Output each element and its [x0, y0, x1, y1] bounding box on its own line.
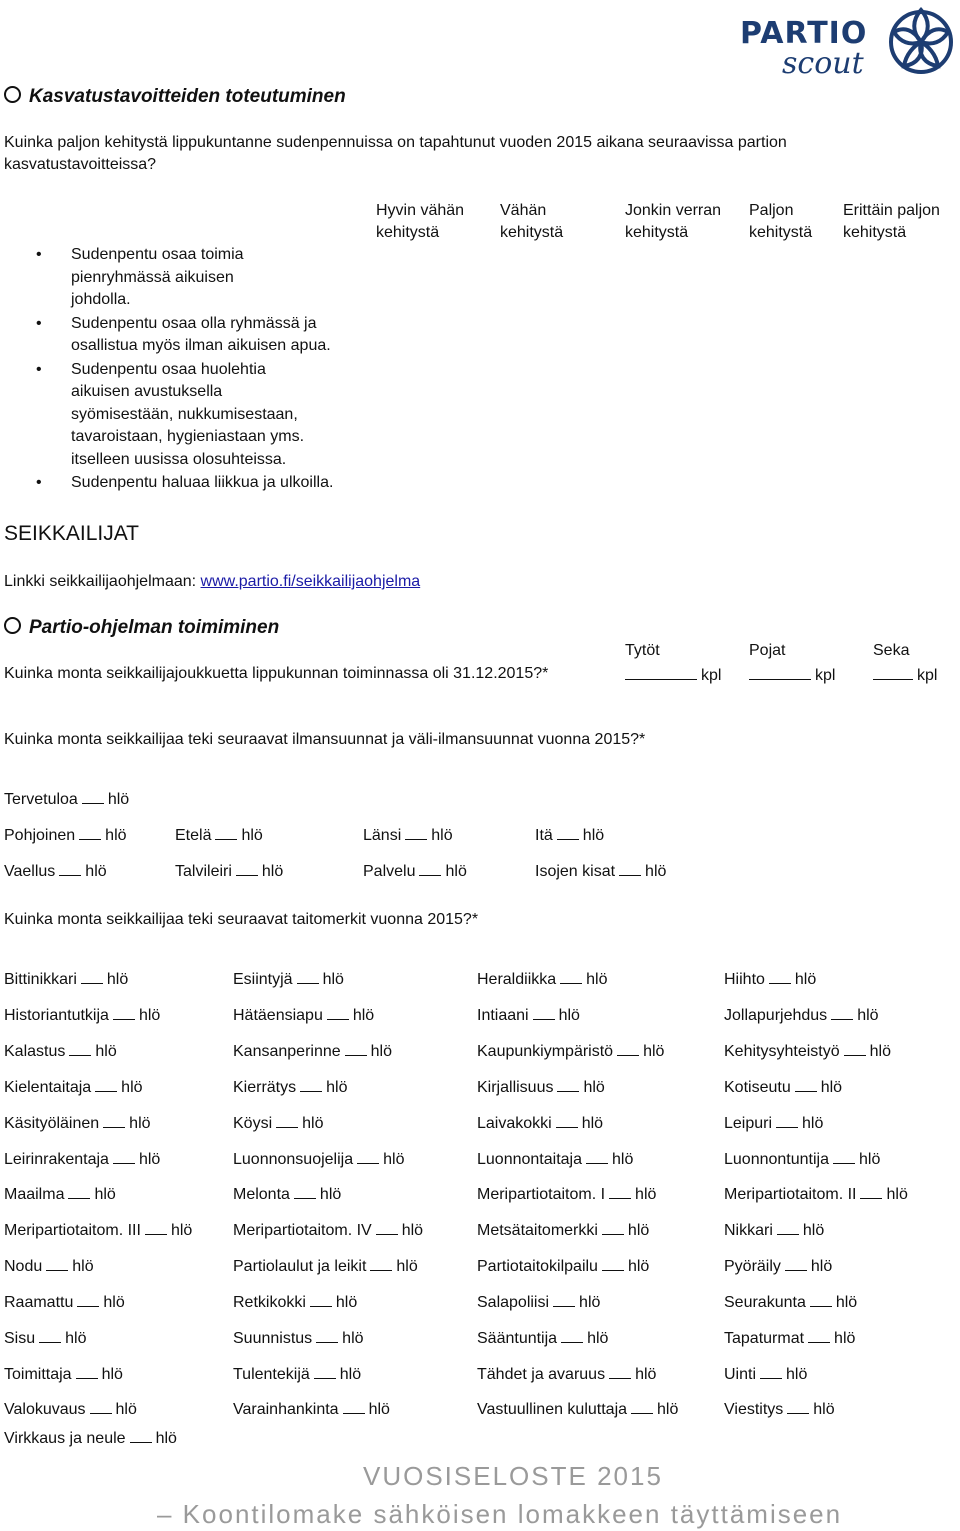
badge-label: Luonnontuntija — [724, 1151, 829, 1168]
badge-count-blank[interactable] — [357, 1149, 379, 1164]
badge-field[interactable] — [724, 1292, 857, 1312]
unit-label: hlö — [558, 1007, 580, 1024]
badge-count-blank[interactable] — [300, 1077, 322, 1092]
scout-emblem-icon — [884, 2, 958, 88]
unit-label: hlö — [869, 1043, 891, 1060]
badge-label: Raamattu — [4, 1294, 74, 1311]
unit-label: hlö — [302, 1115, 324, 1132]
badge-count-blank[interactable] — [602, 1256, 624, 1271]
unit-label: hlö — [396, 1258, 418, 1275]
badge-count-blank[interactable] — [314, 1364, 336, 1379]
badge-label: Nikkari — [724, 1222, 773, 1239]
badge-label: Partiotaitokilpailu — [477, 1258, 598, 1275]
badge-field[interactable] — [724, 1184, 908, 1204]
unit-label: hlö — [583, 1079, 605, 1096]
scale-header-5: Erittäin paljon kehitystä — [843, 202, 940, 241]
question-text: Kuinka paljon kehitystä lippukuntanne sudenpennuissa on tapahtunut vuoden 2015 aikana seuraavissa partion — [4, 134, 787, 151]
badge-field[interactable] — [4, 1292, 125, 1312]
badge-field[interactable] — [477, 1364, 656, 1384]
unit-label: hlö — [339, 1366, 362, 1383]
unit-label: hlö — [802, 1222, 825, 1239]
badge-field[interactable] — [233, 1364, 361, 1384]
badge-count-blank[interactable] — [103, 1113, 125, 1128]
badge-field[interactable] — [4, 1113, 151, 1133]
badge-label: Suunnistus — [233, 1330, 313, 1347]
badge-count-blank[interactable] — [113, 1149, 135, 1164]
direction-field[interactable]: Pohjoinen hlö — [4, 827, 127, 844]
badge-field[interactable] — [233, 1077, 347, 1097]
unit-label: hlö — [886, 1186, 908, 1203]
badge-label: Köysi — [233, 1115, 273, 1132]
badge-field[interactable] — [724, 1041, 891, 1061]
badge-label: Kehitysyhteistyö — [724, 1043, 840, 1060]
badge-count-blank[interactable] — [77, 1292, 99, 1307]
badge-count-blank[interactable] — [276, 1113, 298, 1128]
badge-count-blank[interactable] — [343, 1399, 365, 1414]
unit-label: hlö — [383, 1151, 405, 1168]
badge-label: Jollapurjehdus — [724, 1007, 828, 1024]
badge-field[interactable] — [724, 969, 816, 989]
list-item: • Sudenpentu osaa olla ryhmässä ja osallistua myös ilman aikuisen apua. — [36, 313, 341, 358]
badge-count-blank[interactable] — [76, 1364, 98, 1379]
direction-field[interactable]: Etelä hlö — [175, 827, 263, 844]
badge-label: Viestitys — [724, 1401, 784, 1418]
badge-count-blank[interactable] — [631, 1399, 653, 1414]
badge-count-blank[interactable] — [69, 1041, 91, 1056]
direction-field[interactable]: Isojen kisat hlö — [535, 863, 667, 880]
badge-count-blank[interactable] — [795, 1077, 817, 1092]
badge-field[interactable] — [724, 1220, 824, 1240]
badge-field[interactable] — [4, 969, 128, 989]
badge-label: Salapoliisi — [477, 1294, 550, 1311]
badge-field[interactable] — [477, 1292, 600, 1312]
unit-label: hlö — [627, 1222, 650, 1239]
directions-question: Kuinka monta seikkailijaa teki seuraavat ilmansuunnat ja väli-ilmansuunnat vuonna 2015?* — [4, 731, 646, 748]
scale-header-2: Vähän kehitystä — [500, 202, 564, 241]
badge-label: Valokuvaus — [4, 1401, 86, 1418]
badge-count-blank[interactable] — [68, 1184, 90, 1199]
group-type-girls: Tytöt — [625, 642, 660, 659]
badge-label: Luonnonsuojelija — [233, 1151, 354, 1168]
badge-label: Leipuri — [724, 1115, 773, 1132]
direction-field[interactable]: Palvelu hlö — [363, 863, 467, 880]
girls-count-field[interactable]: kpl — [625, 665, 721, 685]
unit-label: hlö — [95, 1043, 117, 1060]
badge-count-blank[interactable] — [46, 1256, 68, 1271]
badge-field[interactable] — [233, 1256, 418, 1276]
badge-field[interactable] — [724, 1113, 823, 1133]
badge-label: Kalastus — [4, 1043, 66, 1060]
unit-label: hlö — [106, 971, 129, 988]
unit-label: hlö — [857, 1007, 879, 1024]
badge-field[interactable] — [724, 1077, 842, 1097]
badge-count-blank[interactable] — [787, 1399, 809, 1414]
badge-count-blank[interactable] — [860, 1184, 882, 1199]
unit-label: hlö — [657, 1401, 679, 1418]
badge-field[interactable] — [233, 969, 344, 989]
badge-label: Vastuullinen kuluttaja — [477, 1401, 628, 1418]
goals-list — [36, 244, 376, 496]
badge-field[interactable] — [4, 1256, 94, 1276]
badge-field[interactable] — [233, 1184, 341, 1204]
unit-label: hlö — [820, 1079, 843, 1096]
unit-label: hlö — [370, 1043, 392, 1060]
badge-field[interactable] — [4, 1364, 123, 1384]
badge-count-blank[interactable] — [39, 1328, 61, 1343]
unit-label: hlö — [101, 1366, 123, 1383]
direction-field[interactable]: Vaellus hlö — [4, 863, 107, 880]
badge-field[interactable] — [477, 969, 608, 989]
badge-label: Seurakunta — [724, 1294, 806, 1311]
badge-count-blank[interactable] — [370, 1256, 392, 1271]
direction-field[interactable]: Länsi hlö — [363, 827, 453, 844]
badge-field[interactable] — [477, 1041, 664, 1061]
badge-count-blank[interactable] — [556, 1113, 578, 1128]
boys-count-field[interactable]: kpl — [749, 665, 835, 685]
badge-label: Partiolaulut ja leikit — [233, 1258, 367, 1275]
badge-field[interactable] — [477, 1184, 656, 1204]
badge-count-blank[interactable] — [376, 1220, 398, 1235]
badge-label: Varainhankinta — [233, 1401, 339, 1418]
badge-count-blank[interactable] — [345, 1041, 367, 1056]
badge-label: Meripartiotaitom. II — [724, 1186, 857, 1203]
badge-label: Kielentaitaja — [4, 1079, 92, 1096]
badge-label: Sisu — [4, 1330, 36, 1347]
badge-label: Metsätaitomerkki — [477, 1222, 598, 1239]
badge-count-blank[interactable] — [113, 1005, 135, 1020]
badge-field[interactable] — [4, 1399, 137, 1419]
footer-subtitle: – Koontilomake sähköisen lomakkeen täyttämiseen — [157, 1499, 843, 1529]
unit-label: hlö — [170, 1222, 193, 1239]
section-title-kasvatustavoitteet: Kasvatustavoitteiden toteutuminen — [4, 86, 346, 108]
badge-field[interactable] — [724, 1149, 880, 1169]
footer-title: VUOSISELOSTE 2015 — [363, 1461, 663, 1491]
badge-label: Uinti — [724, 1366, 757, 1383]
program-link-row: Linkki seikkailijaohjelmaan: www.partio.fi/seikkailijaohjelma — [4, 573, 421, 590]
badge-count-blank[interactable] — [533, 1005, 555, 1020]
badge-field[interactable] — [233, 1149, 404, 1169]
badge-count-blank[interactable] — [327, 1005, 349, 1020]
unit-label: hlö — [94, 1186, 116, 1203]
badge-count-blank[interactable] — [810, 1292, 832, 1307]
badge-field[interactable] — [4, 1077, 143, 1097]
badge-count-blank[interactable] — [145, 1220, 167, 1235]
badge-count-blank[interactable] — [777, 1220, 799, 1235]
badge-field[interactable] — [4, 1005, 160, 1025]
list-item: • Sudenpentu osaa huolehtia aikuisen avustuksella syömisestään, nukkumisestaan, tavaroistaan, hygieniastaan yms. itselleen uusissa olosuhteissa. — [36, 359, 321, 472]
unit-label: hlö — [813, 1401, 835, 1418]
unit-label: hlö — [72, 1258, 94, 1275]
badge-count-blank[interactable] — [95, 1077, 117, 1092]
groups-question: Kuinka monta seikkailijajoukkuetta lippukunnan toiminnassa oli 31.12.2015?* — [4, 665, 549, 682]
badge-count-blank[interactable] — [602, 1220, 624, 1235]
badge-label: Meripartiotaitom. III — [4, 1222, 141, 1239]
badge-count-blank[interactable] — [617, 1041, 639, 1056]
logo-text-partio: PARTIO — [740, 16, 868, 51]
unit-label: hlö — [835, 1294, 858, 1311]
badge-label: Hiihto — [724, 971, 765, 988]
badge-label: Historiantutkija — [4, 1007, 109, 1024]
badge-count-blank[interactable] — [776, 1113, 798, 1128]
badges-question: Kuinka monta seikkailijaa teki seuraavat taitomerkit vuonna 2015?* — [4, 911, 479, 928]
badge-count-blank[interactable] — [310, 1292, 332, 1307]
direction-field[interactable]: Talvileiri hlö — [175, 863, 284, 880]
badge-count-blank[interactable] — [844, 1041, 866, 1056]
badge-field[interactable] — [477, 1399, 678, 1419]
badge-count-blank[interactable] — [557, 1077, 579, 1092]
unit-label: hlö — [611, 1151, 634, 1168]
badge-label: Nodu — [4, 1258, 43, 1275]
badge-count-blank[interactable] — [808, 1328, 830, 1343]
unit-label: hlö — [810, 1258, 833, 1275]
question-text-cont: kasvatustavoitteissa? — [4, 156, 157, 173]
list-item: • Sudenpentu haluaa liikkua ja ulkoilla. — [36, 472, 391, 495]
unit-label: hlö — [587, 1330, 609, 1347]
unit-label: hlö — [326, 1079, 348, 1096]
heading-seikkailijat: SEIKKAILIJAT — [4, 522, 139, 545]
badge-count-blank[interactable] — [561, 1328, 583, 1343]
badge-count-blank[interactable] — [81, 969, 103, 984]
badge-label: Heraldiikka — [477, 971, 557, 988]
badge-label: Toimittaja — [4, 1366, 72, 1383]
unit-label: hlö — [155, 1430, 177, 1447]
unit-label: hlö — [834, 1330, 856, 1347]
badge-field[interactable] — [477, 1328, 608, 1348]
badge-label: Pyöräily — [724, 1258, 781, 1275]
unit-label: hlö — [635, 1186, 657, 1203]
direction-field[interactable]: Itä hlö — [535, 827, 605, 844]
badge-count-blank[interactable] — [785, 1256, 807, 1271]
badge-count-blank[interactable] — [297, 969, 319, 984]
badge-field[interactable] — [724, 1256, 832, 1276]
badge-label: Meripartiotaitom. I — [477, 1186, 606, 1203]
badge-count-blank[interactable] — [316, 1328, 338, 1343]
unit-label: hlö — [635, 1366, 657, 1383]
unit-label: hlö — [802, 1115, 824, 1132]
badge-count-blank[interactable] — [769, 969, 791, 984]
mixed-count-field[interactable]: kpl — [873, 665, 937, 685]
badge-field[interactable] — [477, 1005, 580, 1025]
unit-label: hlö — [335, 1294, 358, 1311]
badge-count-blank[interactable] — [560, 969, 582, 984]
badge-count-blank[interactable] — [90, 1399, 112, 1414]
unit-label: hlö — [121, 1079, 143, 1096]
badge-label: Tähdet ja avaruus — [477, 1366, 606, 1383]
badge-count-blank[interactable] — [760, 1364, 782, 1379]
badge-label: Luonnontaitaja — [477, 1151, 582, 1168]
badge-field[interactable] — [724, 1328, 855, 1348]
badge-count-blank[interactable] — [586, 1149, 608, 1164]
group-type-mixed: Seka — [873, 642, 910, 659]
unit-label: hlö — [129, 1115, 151, 1132]
badge-field[interactable] — [233, 1005, 374, 1025]
badge-label: Maailma — [4, 1186, 65, 1203]
badge-count-blank[interactable] — [553, 1292, 575, 1307]
badge-label: Kirjallisuus — [477, 1079, 554, 1096]
unit-label: hlö — [103, 1294, 125, 1311]
badge-field[interactable] — [477, 1256, 649, 1276]
unit-label: hlö — [643, 1043, 665, 1060]
unit-label: hlö — [581, 1115, 604, 1132]
badge-field[interactable] — [724, 1005, 879, 1025]
badge-count-blank[interactable] — [831, 1005, 853, 1020]
badge-label: Melonta — [233, 1186, 290, 1203]
radio-circle-icon — [4, 86, 21, 103]
badge-label: Kaupunkiympäristö — [477, 1043, 614, 1060]
badge-field[interactable] — [724, 1364, 807, 1384]
badge-field[interactable] — [233, 1292, 357, 1312]
unit-label: hlö — [858, 1151, 881, 1168]
program-link[interactable]: www.partio.fi/seikkailijaohjelma — [200, 573, 421, 590]
unit-label: hlö — [368, 1401, 390, 1418]
logo-text-scout: scout — [782, 46, 864, 81]
badge-label: Virkkaus ja neule — [4, 1430, 126, 1447]
badge-field[interactable] — [233, 1220, 423, 1240]
unit-label: hlö — [115, 1401, 137, 1418]
badge-field[interactable] — [233, 1328, 364, 1348]
badge-label: Kierrätys — [233, 1079, 297, 1096]
badge-field[interactable] — [477, 1077, 605, 1097]
radio-circle-icon — [4, 617, 21, 634]
scale-header-4: Paljon kehitystä — [749, 202, 813, 241]
unit-label: hlö — [586, 971, 608, 988]
badge-label: Sääntuntija — [477, 1330, 558, 1347]
group-type-boys: Pojat — [749, 642, 786, 659]
badge-label: Retkikokki — [233, 1294, 306, 1311]
badge-field[interactable] — [4, 1041, 117, 1061]
badge-field[interactable] — [4, 1149, 160, 1169]
badge-label: Esiintyjä — [233, 971, 293, 988]
badge-field[interactable] — [233, 1399, 390, 1419]
unit-label: hlö — [401, 1222, 424, 1239]
scale-header-3: Jonkin verran kehitystä — [625, 202, 722, 241]
badge-field[interactable] — [4, 1428, 177, 1448]
badge-label: Kansanperinne — [233, 1043, 341, 1060]
badge-label: Tulentekijä — [233, 1366, 310, 1383]
badge-label: Bittinikkari — [4, 971, 77, 988]
unit-label: hlö — [319, 1186, 342, 1203]
badge-label: Käsityöläinen — [4, 1115, 100, 1132]
badge-field[interactable] — [233, 1113, 323, 1133]
badge-count-blank[interactable] — [130, 1428, 152, 1443]
badge-field[interactable] — [4, 1184, 116, 1204]
badge-field[interactable] — [724, 1399, 835, 1419]
unit-label: hlö — [352, 1007, 375, 1024]
badge-count-blank[interactable] — [609, 1184, 631, 1199]
badge-label: Intiaani — [477, 1007, 529, 1024]
unit-label: hlö — [786, 1366, 808, 1383]
badge-field[interactable] — [477, 1113, 603, 1133]
badge-count-blank[interactable] — [833, 1149, 855, 1164]
unit-label: hlö — [65, 1330, 87, 1347]
unit-label: hlö — [322, 971, 344, 988]
unit-label: hlö — [138, 1151, 161, 1168]
badge-count-blank[interactable] — [609, 1364, 631, 1379]
badge-label: Kotiseutu — [724, 1079, 791, 1096]
badge-label: Hätäensiapu — [233, 1007, 323, 1024]
list-item: • Sudenpentu osaa toimia pienryhmässä aikuisen johdolla. — [36, 244, 291, 312]
badge-label: Meripartiotaitom. IV — [233, 1222, 372, 1239]
badge-label: Laivakokki — [477, 1115, 552, 1132]
badge-field[interactable] — [477, 1149, 633, 1169]
badge-field[interactable] — [4, 1328, 86, 1348]
badge-field[interactable] — [233, 1041, 392, 1061]
badge-count-blank[interactable] — [294, 1184, 316, 1199]
unit-label: hlö — [342, 1330, 364, 1347]
badge-label: Leirinrakentaja — [4, 1151, 109, 1168]
scale-header-1: Hyvin vähän kehitystä — [376, 202, 465, 241]
unit-label: hlö — [138, 1007, 161, 1024]
direction-field[interactable]: Tervetuloa hlö — [4, 791, 130, 808]
badge-field[interactable] — [4, 1220, 192, 1240]
badge-label: Tapaturmat — [724, 1330, 805, 1347]
unit-label: hlö — [579, 1294, 601, 1311]
partio-scout-logo — [738, 2, 958, 90]
unit-label: hlö — [794, 971, 817, 988]
section-title-partio-ohjelma: Partio-ohjelman toimiminen — [4, 617, 279, 639]
unit-label: hlö — [627, 1258, 650, 1275]
badge-field[interactable] — [477, 1220, 649, 1240]
